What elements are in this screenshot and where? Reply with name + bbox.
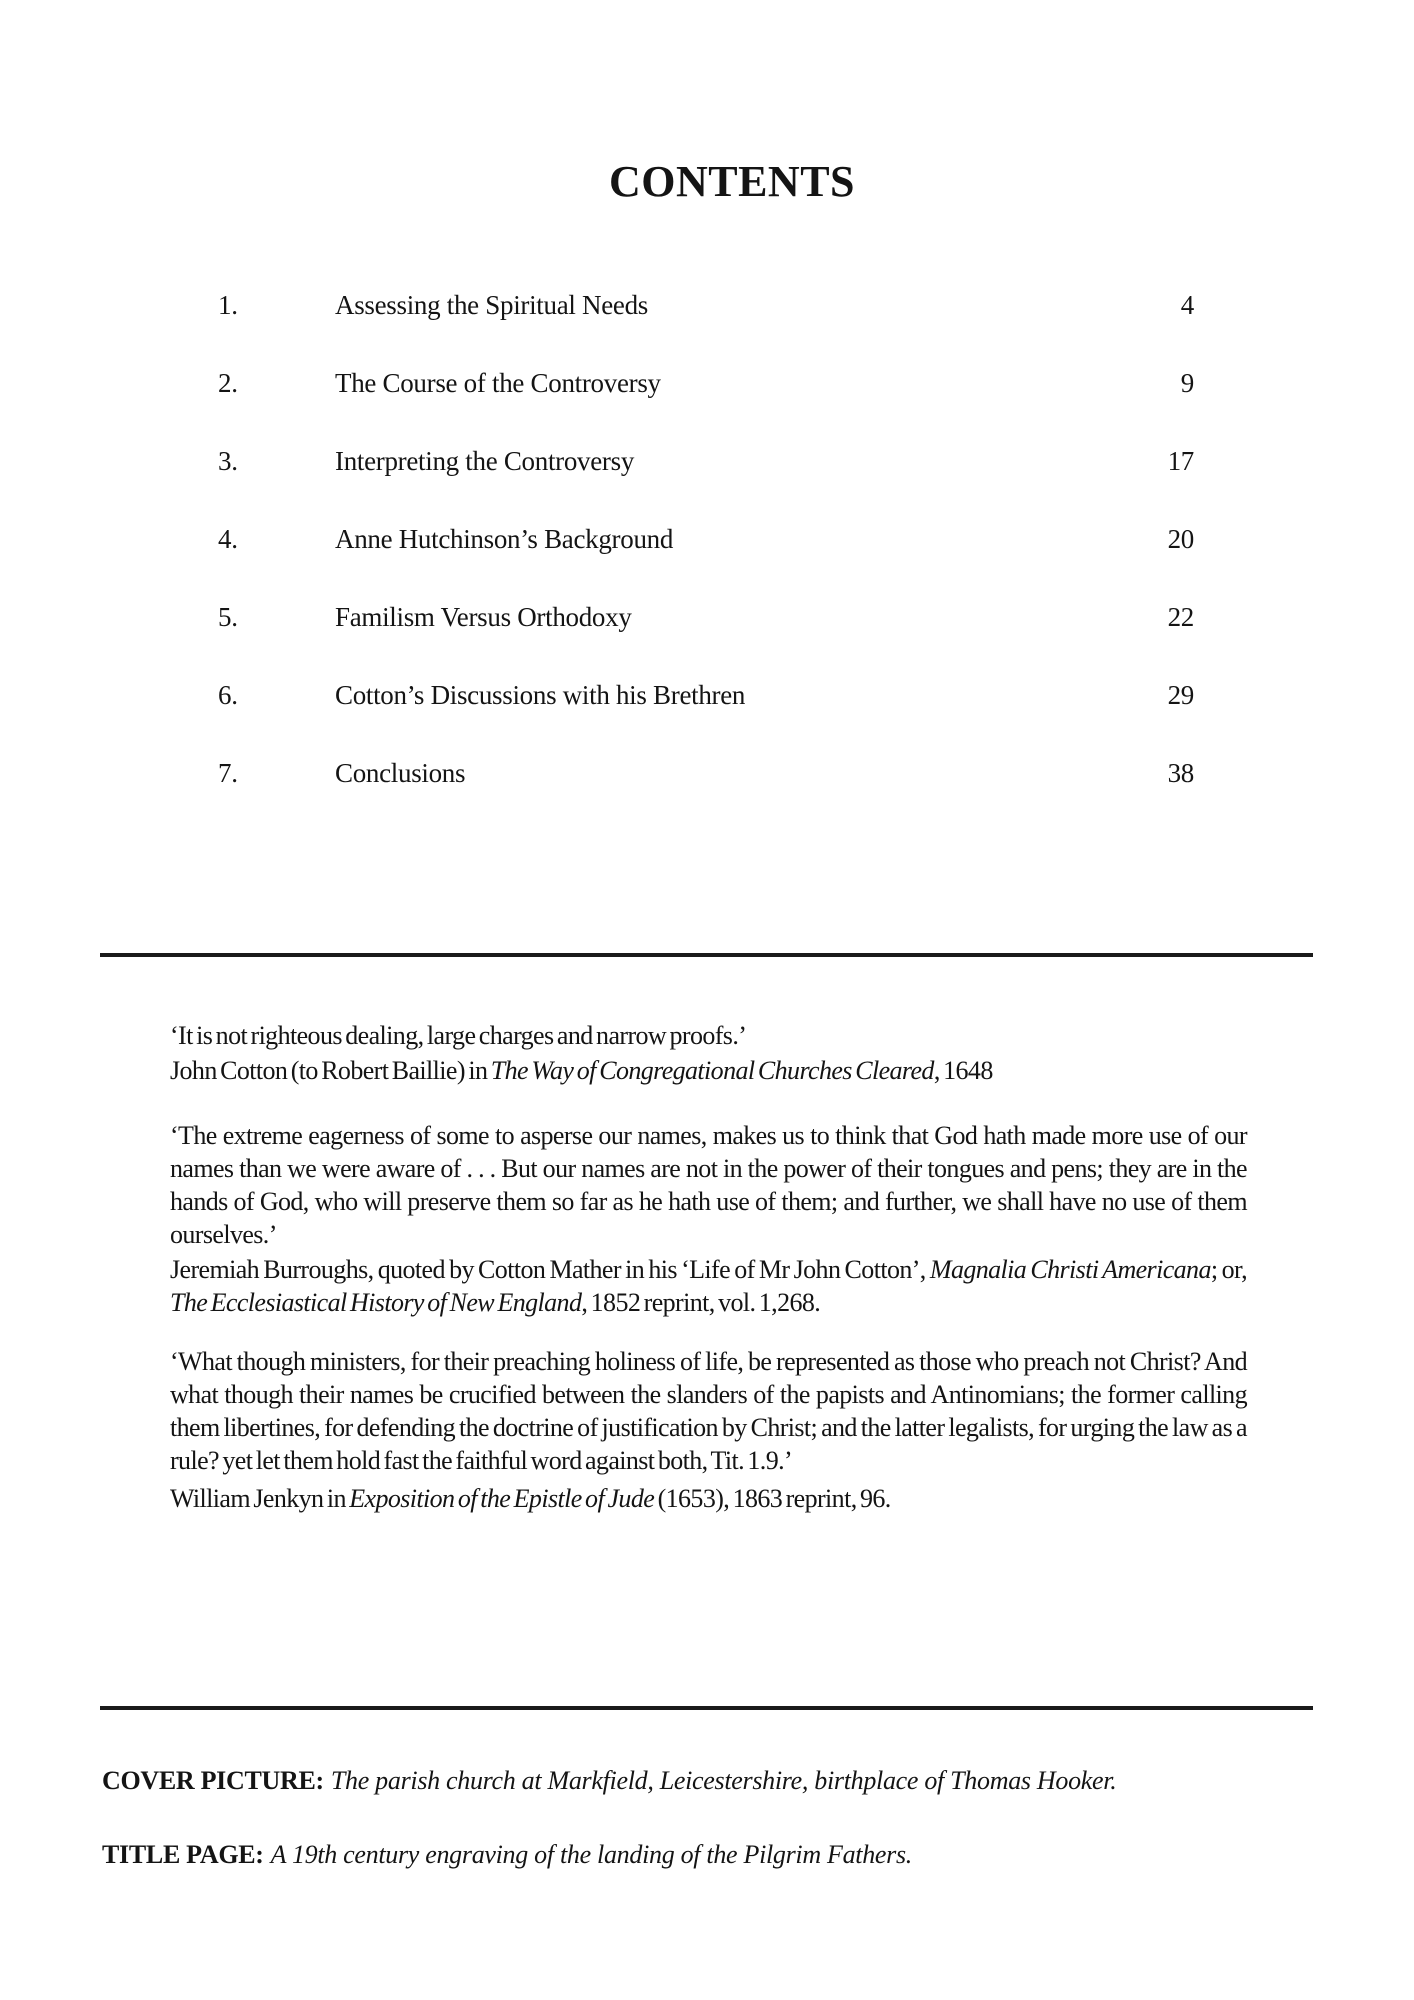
toc-entry-page: 4 [1180, 290, 1194, 320]
caption-label: TITLE PAGE: [102, 1840, 264, 1869]
page-title: CONTENTS [608, 157, 856, 206]
toc-entry-page: 17 [1167, 446, 1194, 476]
quote-attribution: John Cotton (to Robert Baillie) in The Way of Congregational Churches Cleared, 1648 [170, 1056, 993, 1085]
toc-entry-number: 5. [218, 602, 238, 632]
toc-row [218, 758, 1194, 836]
toc-row [218, 446, 1194, 524]
quote-attribution: William Jenkyn in Exposition of the Epistle of Jude (1653), 1863 reprint, 96. [170, 1484, 891, 1513]
toc-entry-title: Assessing the Spiritual Needs [335, 290, 649, 320]
toc-entry-number: 4. [218, 524, 238, 554]
toc-entry-number: 6. [218, 680, 238, 710]
toc-row [218, 290, 1194, 368]
toc-row [218, 680, 1194, 758]
toc-entry-page: 38 [1167, 758, 1194, 788]
divider-rule-top [100, 953, 1313, 957]
quote-text: ‘What though ministers, for their preaching holiness of life, be represented as those who preach not Christ? And what though their names be crucified between the slanders of the papists and Antinomians; the former calling them libertines, for defending the doctrine of justification by Christ; and the latter legalists, for urging the law as a rule? yet let them hold fast the faithful word against both, Tit. 1.9.’ [170, 1347, 1247, 1475]
quote-text: ‘It is not righteous dealing, large charges and narrow proofs.’ [170, 1021, 747, 1050]
toc-entry-number: 7. [218, 758, 238, 788]
cover-picture-caption [102, 1764, 1342, 1797]
toc-entry-page: 29 [1167, 680, 1194, 710]
toc-entry-number: 3. [218, 446, 238, 476]
caption-text: The parish church at Markfield, Leicestershire, birthplace of Thomas Hooker. [330, 1766, 1117, 1795]
title-page-caption [102, 1838, 1342, 1871]
caption-text: A 19th century engraving of the landing of the Pilgrim Fathers. [270, 1840, 913, 1869]
toc-row [218, 368, 1194, 446]
toc-entry-page: 22 [1167, 602, 1194, 632]
toc-entry-page: 9 [1180, 368, 1194, 398]
quote-text: ‘The extreme eagerness of some to asperse our names, makes us to think that God hath made more use of our names than we were aware of . . . But our names are not in the power of their tongues and pens; they are in the hands of God, who will preserve them so far as he hath use of them; and further, we shall have no use of them ourselves.’ [170, 1121, 1247, 1249]
toc-entry-number: 2. [218, 368, 238, 398]
toc-entry-number: 1. [218, 290, 238, 320]
toc-entry-title: Familism Versus Orthodoxy [335, 602, 632, 632]
divider-rule-bottom [100, 1706, 1313, 1710]
caption-label: COVER PICTURE: [102, 1766, 324, 1795]
toc-entry-title: Interpreting the Controversy [335, 446, 635, 476]
toc-entry-title: The Course of the Controversy [335, 368, 661, 398]
table-of-contents [218, 290, 1194, 836]
toc-entry-page: 20 [1167, 524, 1194, 554]
toc-entry-title: Conclusions [335, 758, 466, 788]
toc-row [218, 602, 1194, 680]
toc-entry-title: Cotton’s Discussions with his Brethren [335, 680, 746, 710]
toc-row [218, 524, 1194, 602]
quote-attribution: Jeremiah Burroughs, quoted by Cotton Mather in his ‘Life of Mr John Cotton’, Magnalia Christi Americana; or, The Ecclesiastical History of New England, 1852 reprint, vol. 1,268. [170, 1255, 1247, 1317]
toc-entry-title: Anne Hutchinson’s Background [335, 524, 674, 554]
